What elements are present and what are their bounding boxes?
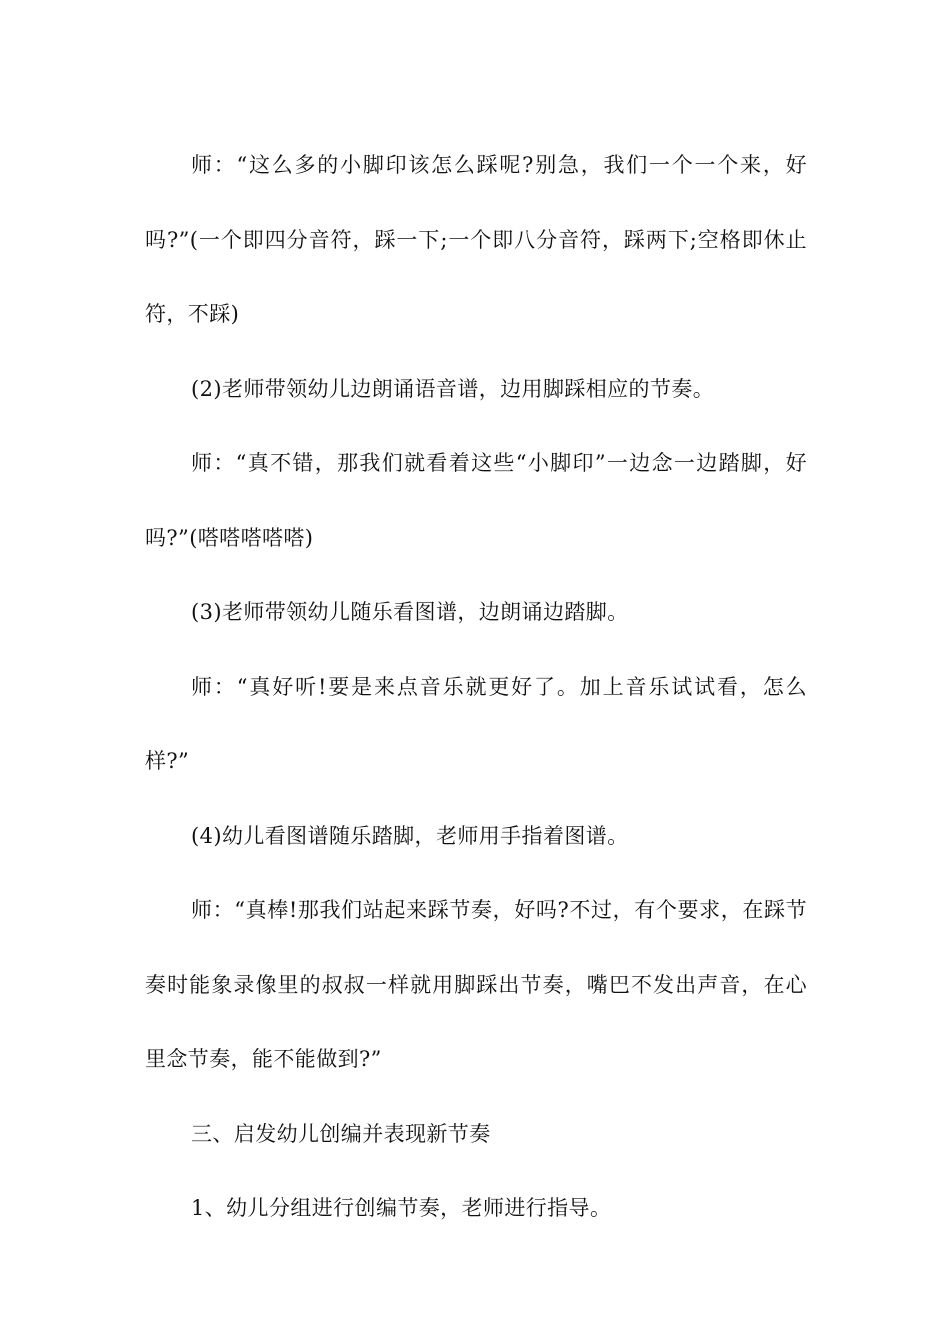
paragraph-step-3: (3)老师带领幼儿随乐看图谱，边朗诵边踏脚。 — [191, 600, 629, 624]
paragraph-item-1: 1、幼儿分组进行创编节奏，老师进行指导。 — [191, 1196, 612, 1220]
document-body — [145, 128, 807, 1246]
section-heading-three: 三、启发幼儿创编并表现新节奏 — [191, 1121, 491, 1146]
paragraph-teacher-footprints: 师：“这么多的小脚印该怎么踩呢?别急，我们一个一个来，好吗?”(一个即四分音符，踩一下;一个即八分音符，踩两下;空格即休止符，不踩) — [145, 153, 807, 326]
paragraph-step-2: (2)老师带领幼儿边朗诵语音谱，边用脚踩相应的节奏。 — [191, 376, 715, 401]
paragraph-teacher-music: 师：“真好听!要是来点音乐就更好了。加上音乐试试看，怎么样?” — [145, 674, 807, 773]
paragraph-teacher-stand: 师：“真棒!那我们站起来踩节奏，好吗?不过，有个要求，在踩节奏时能象录像里的叔叔一样就用脚踩出节奏，嘴巴不发出声音，在心里念节奏，能不能做到?” — [145, 898, 807, 1071]
paragraph-teacher-chant: 师：“真不错，那我们就看着这些“小脚印”一边念一边踏脚，好吗?”(嗒嗒嗒嗒嗒) — [145, 451, 807, 550]
paragraph-step-4: (4)幼儿看图谱随乐踏脚，老师用手指着图谱。 — [191, 823, 629, 848]
